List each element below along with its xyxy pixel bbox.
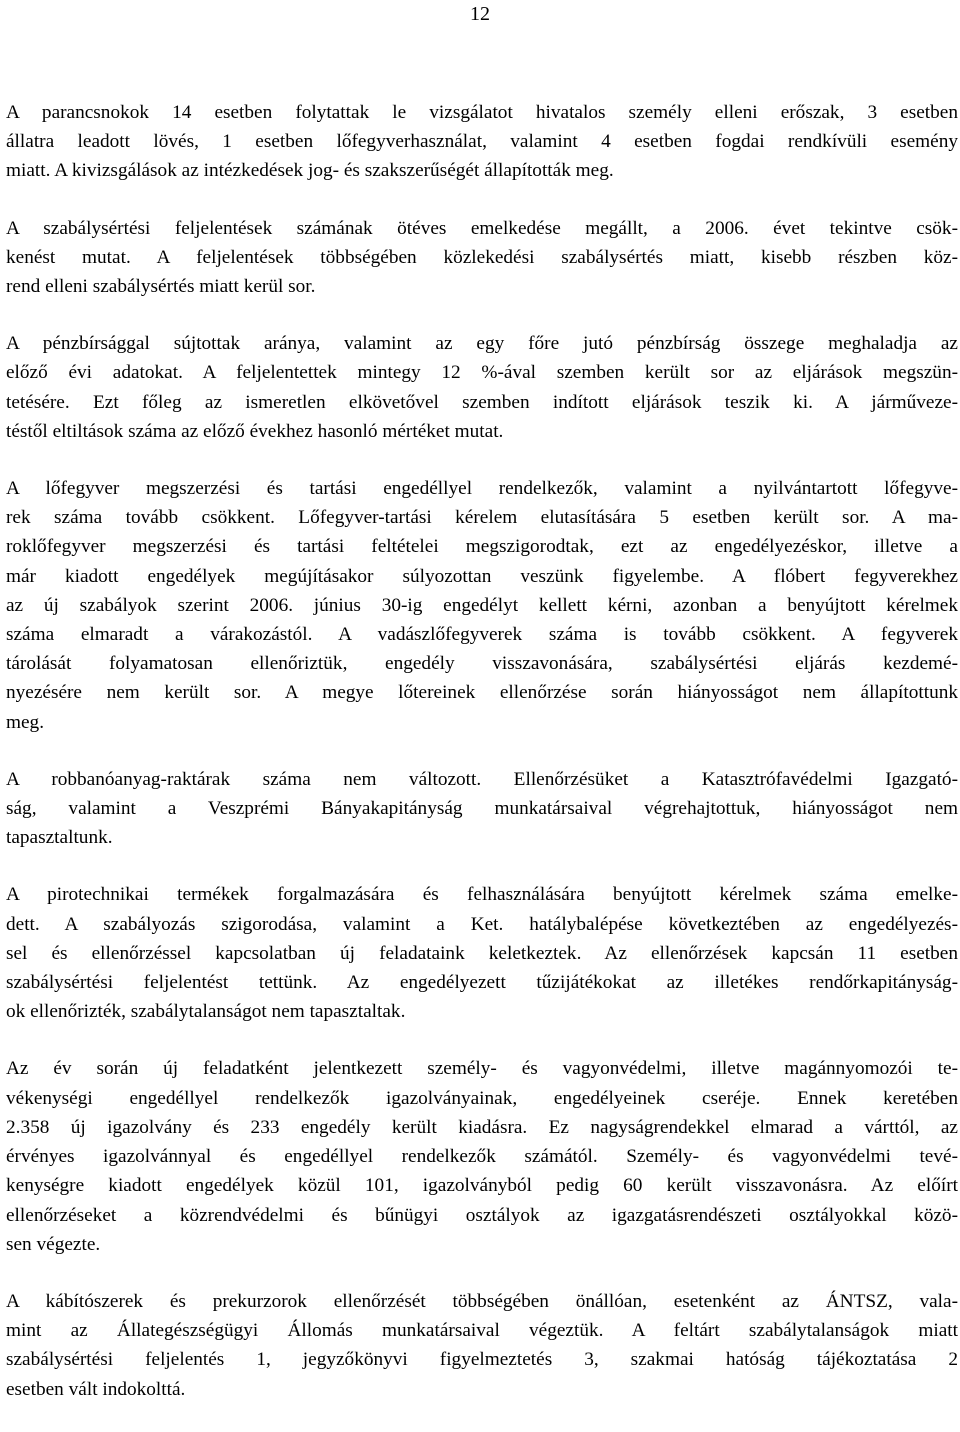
text-line: rek száma tovább csökkent. Lőfegyver-tartási kérelem elutasítására 5 esetben került sor. A ma- xyxy=(6,507,958,529)
text-line: már kiadott engedélyek megújításakor súlyozottan veszünk figyelembe. A flóbert fegyverekhez xyxy=(6,565,958,587)
text-line: meg. xyxy=(6,711,45,733)
text-line: roklőfegyver megszerzési és tartási feltételei megszigorodtak, ezt az engedélyezéskor, illetve a xyxy=(6,536,958,558)
text-line: rend elleni szabálysértés miatt kerül sor. xyxy=(6,276,316,298)
text-line: A robbanóanyag-raktárak száma nem változott. Ellenőrzésüket a Katasztrófavédelmi Igazgató- xyxy=(6,768,958,790)
text-line: téstől eltiltások száma az előző évekhez hasonló mértéket mutat. xyxy=(6,420,504,442)
document-body xyxy=(6,98,958,1432)
text-line: dett. A szabályozás szigorodása, valamint a Ket. hatálybalépése következtében az engedélyezés- xyxy=(6,913,958,935)
text-line: kenységre kiadott engedélyek közül 101, igazolványból pedig 60 került visszavonásra. Az előírt xyxy=(6,1175,958,1197)
text-line: állatra leadott lövés, 1 esetben lőfegyverhasználat, valamint 4 esetben fogdai rendkívüli esemény xyxy=(6,131,958,153)
text-line: A parancsnokok 14 esetben folytattak le vizsgálatot hivatalos személy elleni erőszak, 3 esetben xyxy=(6,102,958,123)
paragraph xyxy=(6,765,958,853)
text-line: 2.358 új igazolvány és 233 engedély került kiadásra. Ez nagyságrendekkel elmarad a várttól, az xyxy=(6,1116,958,1138)
text-line: A kábítószerek és prekurzorok ellenőrzését többségében önállóan, esetenként az ÁNTSZ, vala- xyxy=(6,1290,958,1312)
text-line: esetben vált indokolttá. xyxy=(6,1378,186,1400)
text-line: vékenységi engedéllyel rendelkezők igazolványainak, engedélyeinek cseréje. Ennek keretében xyxy=(6,1087,958,1109)
paragraph xyxy=(6,880,958,1026)
text-line: szabálysértési feljelentést tettünk. Az engedélyezett tűzijátékokat az illetékes rendőrkapitányság- xyxy=(6,972,958,994)
paragraph xyxy=(6,329,958,446)
text-line: tárolását folyamatosan ellenőriztük, engedély visszavonására, szabálysértési eljárás kezdemé- xyxy=(6,653,958,675)
text-line: kenést mutat. A feljelentések többségében közlekedési szabálysértés miatt, kisebb részben köz- xyxy=(6,246,958,268)
page-number: 12 xyxy=(470,3,490,25)
text-line: A pirotechnikai termékek forgalmazására és felhasználására benyújtott kérelmek száma emelke- xyxy=(6,884,958,906)
text-line: ok ellenőrizték, szabálytalanságot nem tapasztaltak. xyxy=(6,1001,406,1023)
text-line: tapasztaltunk. xyxy=(6,827,113,849)
text-line: A szabálysértési feljelentések számának ötéves emelkedése megállt, a 2006. évet tekintve csök- xyxy=(6,217,958,239)
text-line: sen végezte. xyxy=(6,1233,101,1255)
text-line: Az év során új feladatként jelentkezett személy- és vagyonvédelmi, illetve magánnyomozói te- xyxy=(6,1058,958,1080)
text-line: nyezésére nem került sor. A megye lőtereinek ellenőrzése során hiányosságot nem állapítottunk xyxy=(6,682,958,704)
paragraph xyxy=(6,98,958,186)
text-line: sel és ellenőrzéssel kapcsolatban új feladataink keletkeztek. Az ellenőrzések kapcsán 11 esetben xyxy=(6,942,958,964)
text-line: érvényes igazolvánnyal és engedéllyel rendelkezők számától. Személy- és vagyonvédelmi tevé- xyxy=(6,1146,958,1168)
text-line: A lőfegyver megszerzési és tartási engedéllyel rendelkezők, valamint a nyilvántartott lőfegyve- xyxy=(6,478,958,500)
paragraph xyxy=(6,214,958,302)
paragraph xyxy=(6,1287,958,1404)
text-line: szabálysértési feljelentés 1, jegyzőkönyvi figyelmeztetés 3, szakmai hatóság tájékoztatása 2 xyxy=(6,1349,958,1371)
paragraph xyxy=(6,1054,958,1258)
text-line: ság, valamint a Veszprémi Bányakapitányság munkatársaival végrehajtottuk, hiányosságot nem xyxy=(6,798,958,820)
text-line: száma elmaradt a várakozástól. A vadászlőfegyverek száma is tovább csökkent. A fegyverek xyxy=(6,624,958,646)
text-line: mint az Állategészségügyi Állomás munkatársaival végeztük. A feltárt szabálytalanságok miatt xyxy=(6,1320,958,1342)
text-line: tetésére. Ezt főleg az ismeretlen elkövetővel szemben indított eljárások teszik ki. A járművezе- xyxy=(6,391,958,413)
text-line: ellenőrzéseket a közrendvédelmi és bűnügyi osztályok az igazgatásrendészeti osztályokkal közö- xyxy=(6,1204,958,1226)
text-line: az új szabályok szerint 2006. június 30-ig engedélyt kellett kérni, azonban a benyújtott kérelmek xyxy=(6,594,958,616)
text-line: előző évi adatokat. A feljelentettek mintegy 12 %-ával szemben került sor az eljárások megszün- xyxy=(6,362,958,384)
paragraph xyxy=(6,474,958,737)
text-line: miatt. A kivizsgálások az intézkedések jog- és szakszerűségét állapították meg. xyxy=(6,160,614,182)
text-line: A pénzbírsággal sújtottak aránya, valamint az egy főre jutó pénzbírság összege meghaladja az xyxy=(6,333,958,355)
